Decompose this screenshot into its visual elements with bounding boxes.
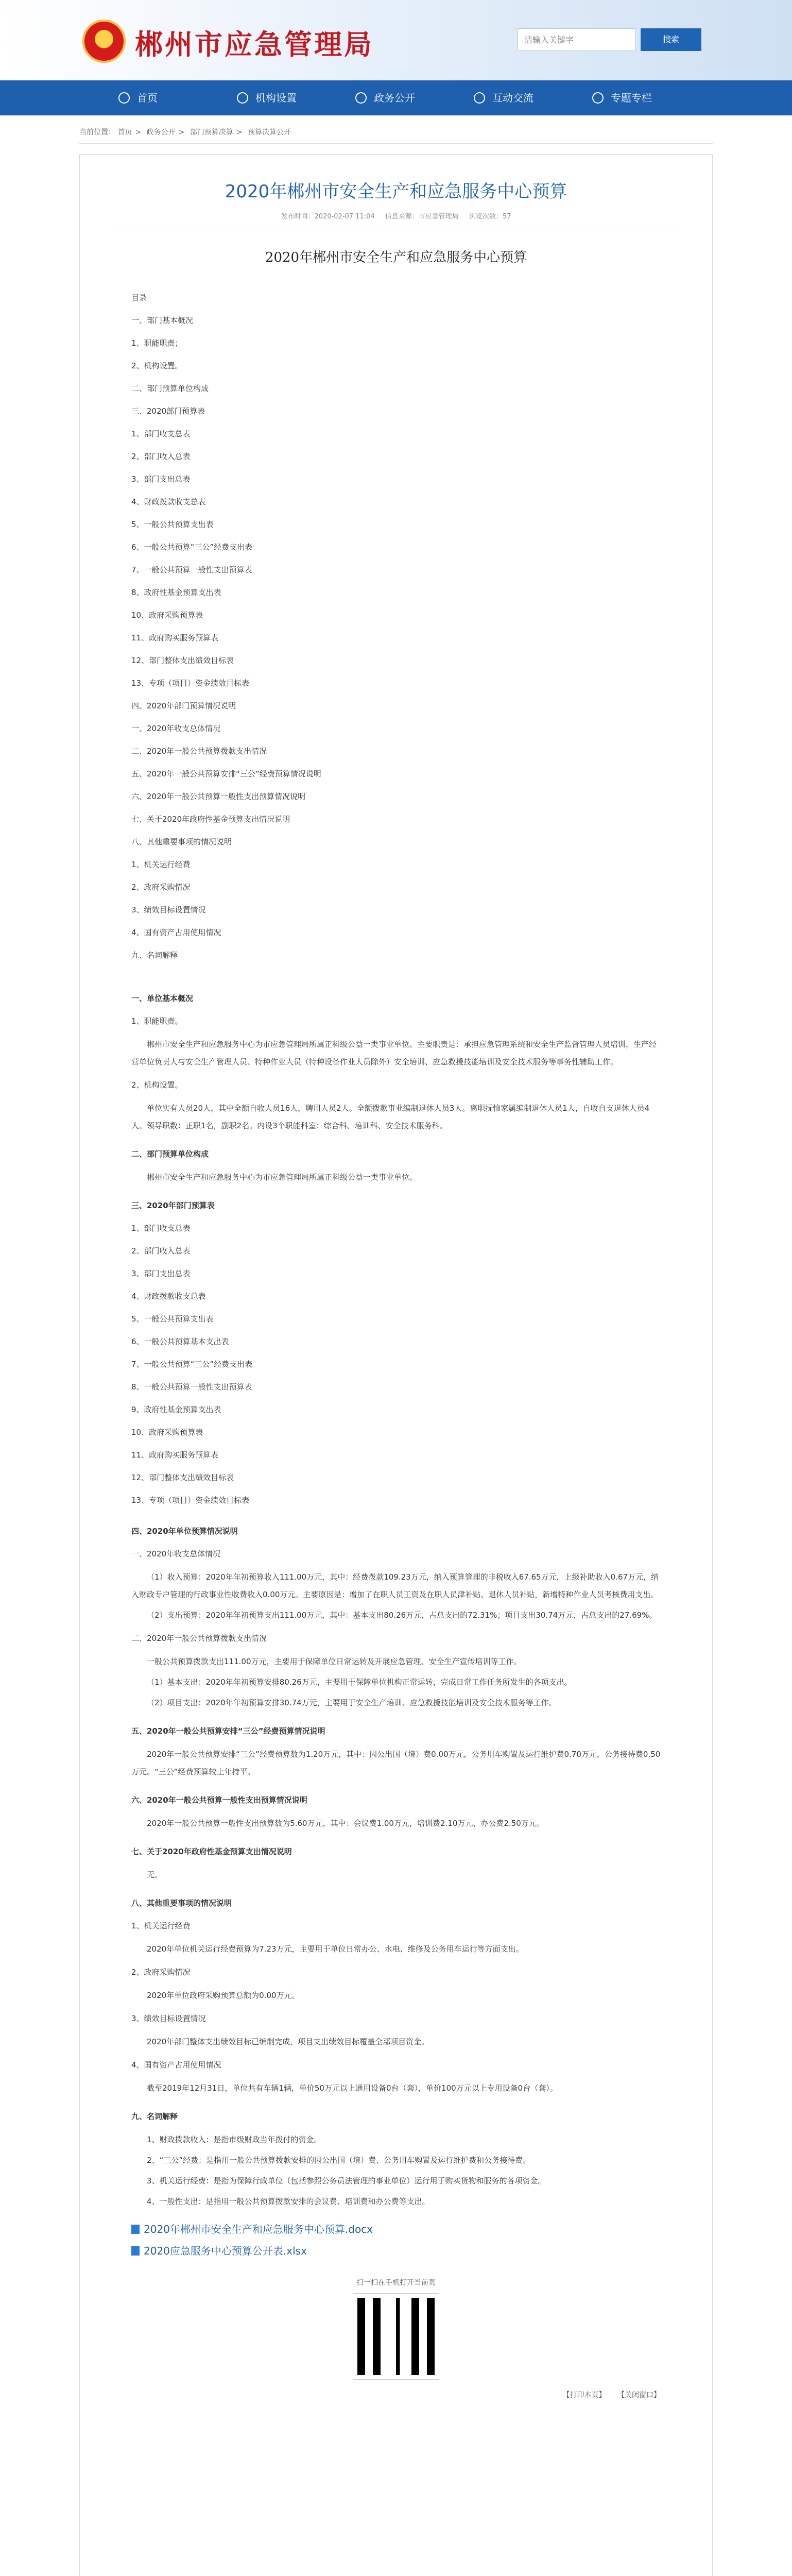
paragraph: 9、政府性基金预算支出表 xyxy=(131,1405,221,1414)
print-tools xyxy=(80,2389,712,2400)
paragraph: 3、绩效目标设置情况 xyxy=(131,2014,206,2023)
national-emblem-icon xyxy=(82,20,126,63)
toc-item: 8、政府性基金预算支出表 xyxy=(131,588,221,597)
toc-item: 1、机关运行经费 xyxy=(131,860,191,869)
toc-item: 二、2020年一般公共预算拨款支出情况 xyxy=(131,747,267,756)
paragraph: 无。 xyxy=(147,1870,163,1879)
toc-item: 10、政府采购预算表 xyxy=(131,611,203,620)
nav-organization[interactable]: 机构设置 xyxy=(216,80,335,115)
paragraph: 12、部门整体支出绩效目标表 xyxy=(131,1473,234,1482)
paragraph: 6、一般公共预算基本支出表 xyxy=(131,1337,229,1346)
paragraph: 二、2020年一般公共预算拨款支出情况 xyxy=(131,1634,267,1643)
toc-item: 九、名词解释 xyxy=(131,951,178,960)
paragraph: （1）收入预算：2020年年初预算收入111.00万元，其中：经费拨款109.23万元，纳入预算管理的非税收入67.65万元，上级补助收入0.67万元，纳入财政专户管理的行政事业性收费收入0.00万元。主要原因是：增加了在职人员工资及在职人员津补贴、退休人员补贴，新增特种作业人员考核费用支出。 xyxy=(131,1572,659,1599)
article-meta: 发布时间：2020-02-07 11:04 信息来源：市应急管理局 浏览次数：57 xyxy=(113,211,679,230)
nav-home[interactable]: 首页 xyxy=(98,80,216,115)
toc-item: 7、一般公共预算一般性支出预算表 xyxy=(131,565,252,574)
toc-item: 六、2020年一般公共预算一般性支出预算情况说明 xyxy=(131,792,306,801)
toc-item: 13、专项（项目）资金绩效目标表 xyxy=(131,679,250,688)
breadcrumb: 当前位置： 首页 > 政务公开 > 部门预算决算 > 预算决算公开 xyxy=(79,115,713,144)
section-heading: 九、名词解释 xyxy=(131,2112,178,2121)
paragraph: 1、机关运行经费 xyxy=(131,1921,191,1930)
paragraph: 2020年单位机关运行经费预算为7.23万元，主要用于单位日常办公、水电、维修及公务用车运行等方面支出。 xyxy=(147,1944,524,1954)
toc-item: 一、2020年收支总体情况 xyxy=(131,724,221,733)
article-body xyxy=(131,987,661,2210)
organization-icon xyxy=(237,92,248,104)
attachment-link[interactable]: 2020年郴州市安全生产和应急服务中心预算.docx xyxy=(131,2218,661,2240)
toc-item: 1、部门收支总表 xyxy=(131,429,191,438)
article-title: 2020年郴州市安全生产和应急服务中心预算 xyxy=(225,181,567,202)
section-heading: 六、2020年一般公共预算一般性支出预算情况说明 xyxy=(131,1795,307,1805)
section-heading: 五、2020年一般公共预算安排“三公”经费预算情况说明 xyxy=(131,1726,325,1736)
print-button[interactable]: 【打印本页】 xyxy=(562,2391,606,2399)
qr-code-icon xyxy=(353,2294,439,2379)
article-content xyxy=(80,286,712,2210)
section-heading: 七、关于2020年政府性基金预算支出情况说明 xyxy=(131,1847,292,1856)
table-of-contents xyxy=(131,286,661,967)
toc-item: 1、职能职责； xyxy=(131,338,183,348)
paragraph: 1、部门收支总表 xyxy=(131,1224,191,1233)
close-window-button[interactable]: 【关闭窗口】 xyxy=(617,2391,661,2399)
breadcrumb-home[interactable]: 首页 xyxy=(117,128,132,137)
toc-item: 2、政府采购情况 xyxy=(131,883,191,892)
breadcrumb-budget-disclosure[interactable]: 预算决算公开 xyxy=(248,128,291,137)
toc-item: 二、部门预算单位构成 xyxy=(131,384,209,393)
paragraph: 2、部门收入总表 xyxy=(131,1246,191,1256)
paragraph: （2）支出预算：2020年年初预算支出111.00万元，其中：基本支出80.26万元，占总支出的72.31%；项目支出30.74万元，占总支出的27.69%。 xyxy=(147,1611,657,1620)
paragraph: 郴州市安全生产和应急服务中心为市应急管理局所属正科级公益一类事业单位。 xyxy=(147,1173,418,1182)
paragraph: 3、机关运行经费：是指为保障行政单位（包括参照公务员法管理的事业单位）运行用于购买货物和服务的各项资金。 xyxy=(147,2176,546,2185)
paragraph: 4、国有资产占用使用情况 xyxy=(131,2060,221,2070)
nav-gov-affairs[interactable]: 政务公开 xyxy=(335,80,453,115)
toc-item: 4、财政拨款收支总表 xyxy=(131,497,206,506)
paragraph: 4、一般性支出：是指用一般公共预算拨款安排的会议费、培训费和办公费等支出。 xyxy=(147,2197,430,2206)
main-nav xyxy=(0,80,792,115)
toc-item: 三、2020部门预算表 xyxy=(131,406,205,416)
paragraph: 2、机构设置。 xyxy=(131,1080,183,1090)
toc-item: 6、一般公共预算“三公”经费支出表 xyxy=(131,543,253,552)
paragraph: 2020年一般公共预算一般性支出预算数为5.60万元，其中：会议费1.00万元，培训费2.10万元，办公费2.50万元。 xyxy=(147,1819,544,1828)
toc-item: 5、一般公共预算支出表 xyxy=(131,520,214,529)
paragraph: （2）项目支出：2020年年初预算安排30.74万元，主要用于安全生产培训、应急救援技能培训及安全技术服务等工作。 xyxy=(147,1698,557,1707)
toc-item: 11、政府购买服务预算表 xyxy=(131,633,219,642)
breadcrumb-budget[interactable]: 部门预算决算 xyxy=(190,128,233,137)
toc-item: 12、部门整体支出绩效目标表 xyxy=(131,656,234,665)
toc-item: 五、2020年一般公共预算安排“三公”经费预算情况说明 xyxy=(131,769,321,778)
toc-item: 八、其他重要事项的情况说明 xyxy=(131,837,232,846)
main-container xyxy=(79,115,713,2576)
paragraph: 2020年单位政府采购预算总额为0.00万元。 xyxy=(147,1991,300,2000)
qr-share xyxy=(80,2277,712,2379)
topic-icon xyxy=(592,92,604,104)
toc-item: 四、2020年部门预算情况说明 xyxy=(131,701,236,710)
paragraph: 一般公共预算拨款支出111.00万元，主要用于保障单位日常运转及开展应急管理、安全生产宣传培训等工作。 xyxy=(147,1657,522,1666)
paragraph: 10、政府采购预算表 xyxy=(131,1428,203,1437)
document-title: 2020年郴州市安全生产和应急服务中心预算 xyxy=(265,250,527,265)
paragraph: 8、一般公共预算一般性支出预算表 xyxy=(131,1382,252,1392)
search-input[interactable] xyxy=(518,28,636,51)
attachment-link[interactable]: 2020应急服务中心预算公开表.xlsx xyxy=(131,2240,661,2262)
paragraph: 5、一般公共预算支出表 xyxy=(131,1314,214,1324)
paragraph: 2、“三公”经费：是指用一般公共预算拨款安排的因公出国（境）费、公务用车购置及运行维护费和公务接待费。 xyxy=(147,2156,531,2165)
toc-item: 2、机构设置。 xyxy=(131,361,183,370)
paragraph: 3、部门支出总表 xyxy=(131,1269,191,1278)
toc-item: 3、部门支出总表 xyxy=(131,474,191,484)
toc-item: 一、部门基本概况 xyxy=(131,316,194,325)
toc-item: 3、绩效目标设置情况 xyxy=(131,905,206,914)
toc-item: 4、国有资产占用使用情况 xyxy=(131,928,221,937)
section-heading: 八、其他重要事项的情况说明 xyxy=(131,1899,232,1908)
home-icon xyxy=(118,92,130,104)
paragraph: 11、政府购买服务预算表 xyxy=(131,1450,219,1460)
word-file-icon xyxy=(131,2225,140,2234)
paragraph: 7、一般公共预算“三公”经费支出表 xyxy=(131,1360,253,1369)
paragraph: 13、专项（项目）资金绩效目标表 xyxy=(131,1496,250,1505)
paragraph: 1、职能职责。 xyxy=(131,1016,183,1026)
paragraph: （1）基本支出：2020年年初预算安排80.26万元，主要用于保障单位机构正常运转，完成日常工作任务所发生的各项支出。 xyxy=(147,1677,572,1687)
chat-icon xyxy=(474,92,485,104)
nav-interaction[interactable]: 互动交流 xyxy=(453,80,572,115)
breadcrumb-gov-affairs[interactable]: 政务公开 xyxy=(146,128,176,137)
paragraph: 2020年一般公共预算安排“三公”经费预算数为1.20万元，其中：因公出国（境）费0.00万元，公务用车购置及运行维护费0.70万元，公务接待费0.50万元。“三公”经费预算较上年持平。 xyxy=(131,1750,661,1776)
section-heading: 一、单位基本概况 xyxy=(131,994,194,1003)
paragraph: 4、财政拨款收支总表 xyxy=(131,1292,206,1301)
paragraph: 截至2019年12月31日，单位共有车辆1辆，单价50万元以上通用设备0台（套），单价100万元以上专用设备0台（套）。 xyxy=(147,2083,558,2093)
section-heading: 四、2020年单位预算情况说明 xyxy=(131,1527,238,1536)
paragraph: 一、2020年收支总体情况 xyxy=(131,1549,221,1558)
article-panel xyxy=(79,154,713,2576)
qr-label: 扫一扫在手机打开当前页 xyxy=(356,2279,436,2287)
paragraph: 郴州市安全生产和应急服务中心为市应急管理局所属正科级公益一类事业单位。主要职责是：承担应急管理系统和安全生产监督管理人员培训，生产经营单位负责人与安全生产管理人员、特种作业人员（特种设备作业人员除外）安全培训、应急救援技能培训及安全技术服务等事务性辅助工作。 xyxy=(131,1040,657,1066)
toc-item: 七、关于2020年政府性基金预算支出情况说明 xyxy=(131,815,290,824)
site-title: 郴州市应急管理局 xyxy=(135,28,374,61)
paragraph: 单位实有人员20人，其中全额自收人员16人，聘用人员2人。全额拨款事业编制退休人员3人。离职抚恤家属编制退休人员1人，自收自支退休人员4人。领导职数：正职1名，副职2名。内设3个职能科室：综合科、培训科、安全技术服务科。 xyxy=(131,1104,650,1130)
section-heading: 二、部门预算单位构成 xyxy=(131,1149,209,1159)
paragraph: 2、政府采购情况 xyxy=(131,1968,191,1977)
toc-item: 目录 xyxy=(131,293,147,302)
excel-file-icon xyxy=(131,2246,140,2256)
paragraph: 2020年部门整体支出绩效目标已编制完成，项目支出绩效目标覆盖全部项目资金。 xyxy=(147,2037,429,2046)
site-header xyxy=(0,0,792,80)
document-icon xyxy=(355,92,367,104)
nav-topics[interactable]: 专题专栏 xyxy=(572,80,690,115)
attachments xyxy=(80,2213,712,2262)
toc-item: 2、部门收入总表 xyxy=(131,452,191,461)
section-heading: 三、2020年部门预算表 xyxy=(131,1201,215,1210)
search-button[interactable]: 搜索 xyxy=(641,28,701,51)
paragraph: 1、财政拨款收入：是指市级财政当年拨付的资金。 xyxy=(147,2135,322,2144)
